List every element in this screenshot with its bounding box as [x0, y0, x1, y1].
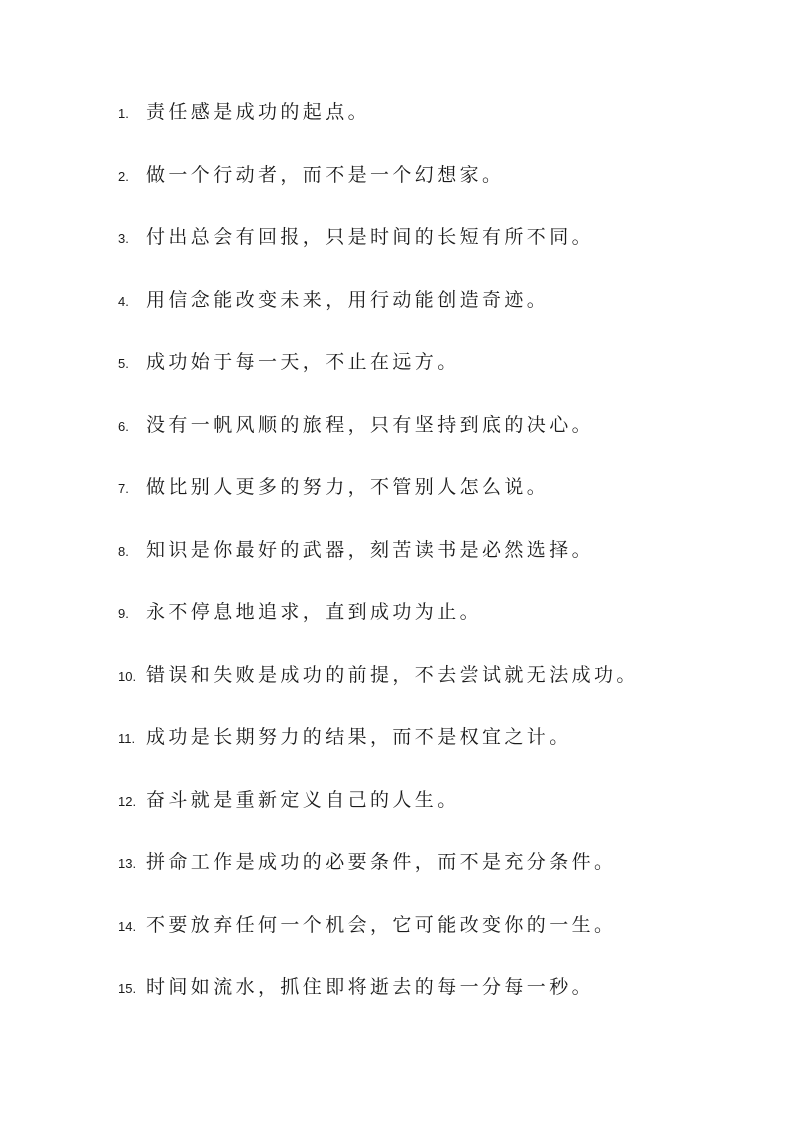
- list-item: [118, 280, 639, 343]
- item-text: 没有一帆风顺的旅程，只有坚持到底的决心。: [146, 413, 595, 436]
- list-item: [118, 905, 639, 968]
- item-number: 13.: [118, 856, 137, 871]
- item-number: 9.: [118, 606, 129, 621]
- item-number: 6.: [118, 418, 129, 434]
- list-item: [118, 342, 639, 405]
- item-number: 1.: [118, 106, 129, 121]
- list-item: [118, 467, 639, 530]
- list-item: [118, 717, 639, 780]
- item-number: 7.: [118, 481, 129, 496]
- list-item: [118, 405, 639, 468]
- list-item: [118, 530, 639, 593]
- item-number: 4.: [118, 293, 129, 309]
- item-text: 不要放弃任何一个机会，它可能改变你的一生。: [146, 913, 617, 936]
- item-text: 做比别人更多的努力，不管别人怎么说。: [146, 476, 550, 498]
- item-number: 3.: [118, 231, 129, 246]
- quote-list: [118, 92, 639, 1030]
- item-text: 永不停息地追求，直到成功为止。: [146, 601, 483, 623]
- item-number: 2.: [118, 168, 129, 184]
- item-text: 成功是长期努力的结果，而不是权宜之计。: [146, 726, 572, 748]
- list-item: [118, 155, 639, 218]
- item-text: 付出总会有回报，只是时间的长短有所不同。: [146, 226, 595, 248]
- item-text: 做一个行动者，而不是一个幻想家。: [146, 163, 505, 186]
- list-item: [118, 592, 639, 655]
- item-text: 责任感是成功的起点。: [146, 101, 371, 123]
- item-number: 11.: [118, 731, 136, 746]
- item-text: 拼命工作是成功的必要条件，而不是充分条件。: [146, 851, 617, 873]
- item-text: 知识是你最好的武器，刻苦读书是必然选择。: [146, 538, 595, 561]
- item-text: 用信念能改变未来，用行动能创造奇迹。: [146, 288, 550, 311]
- list-item: [118, 842, 639, 905]
- item-text: 奋斗就是重新定义自己的人生。: [146, 788, 460, 811]
- item-text: 成功始于每一天，不止在远方。: [146, 351, 460, 373]
- item-number: 14.: [118, 918, 137, 934]
- list-item: [118, 217, 639, 280]
- list-item: [118, 655, 639, 718]
- item-text: 错误和失败是成功的前提，不去尝试就无法成功。: [146, 663, 639, 686]
- list-item: [118, 92, 639, 155]
- list-item: [118, 780, 639, 843]
- item-text: 时间如流水，抓住即将逝去的每一分每一秒。: [146, 976, 595, 998]
- item-number: 10.: [118, 668, 137, 684]
- item-number: 12.: [118, 793, 137, 809]
- list-item: [118, 967, 639, 1030]
- item-number: 5.: [118, 356, 129, 371]
- item-number: 8.: [118, 543, 129, 559]
- item-number: 15.: [118, 981, 137, 996]
